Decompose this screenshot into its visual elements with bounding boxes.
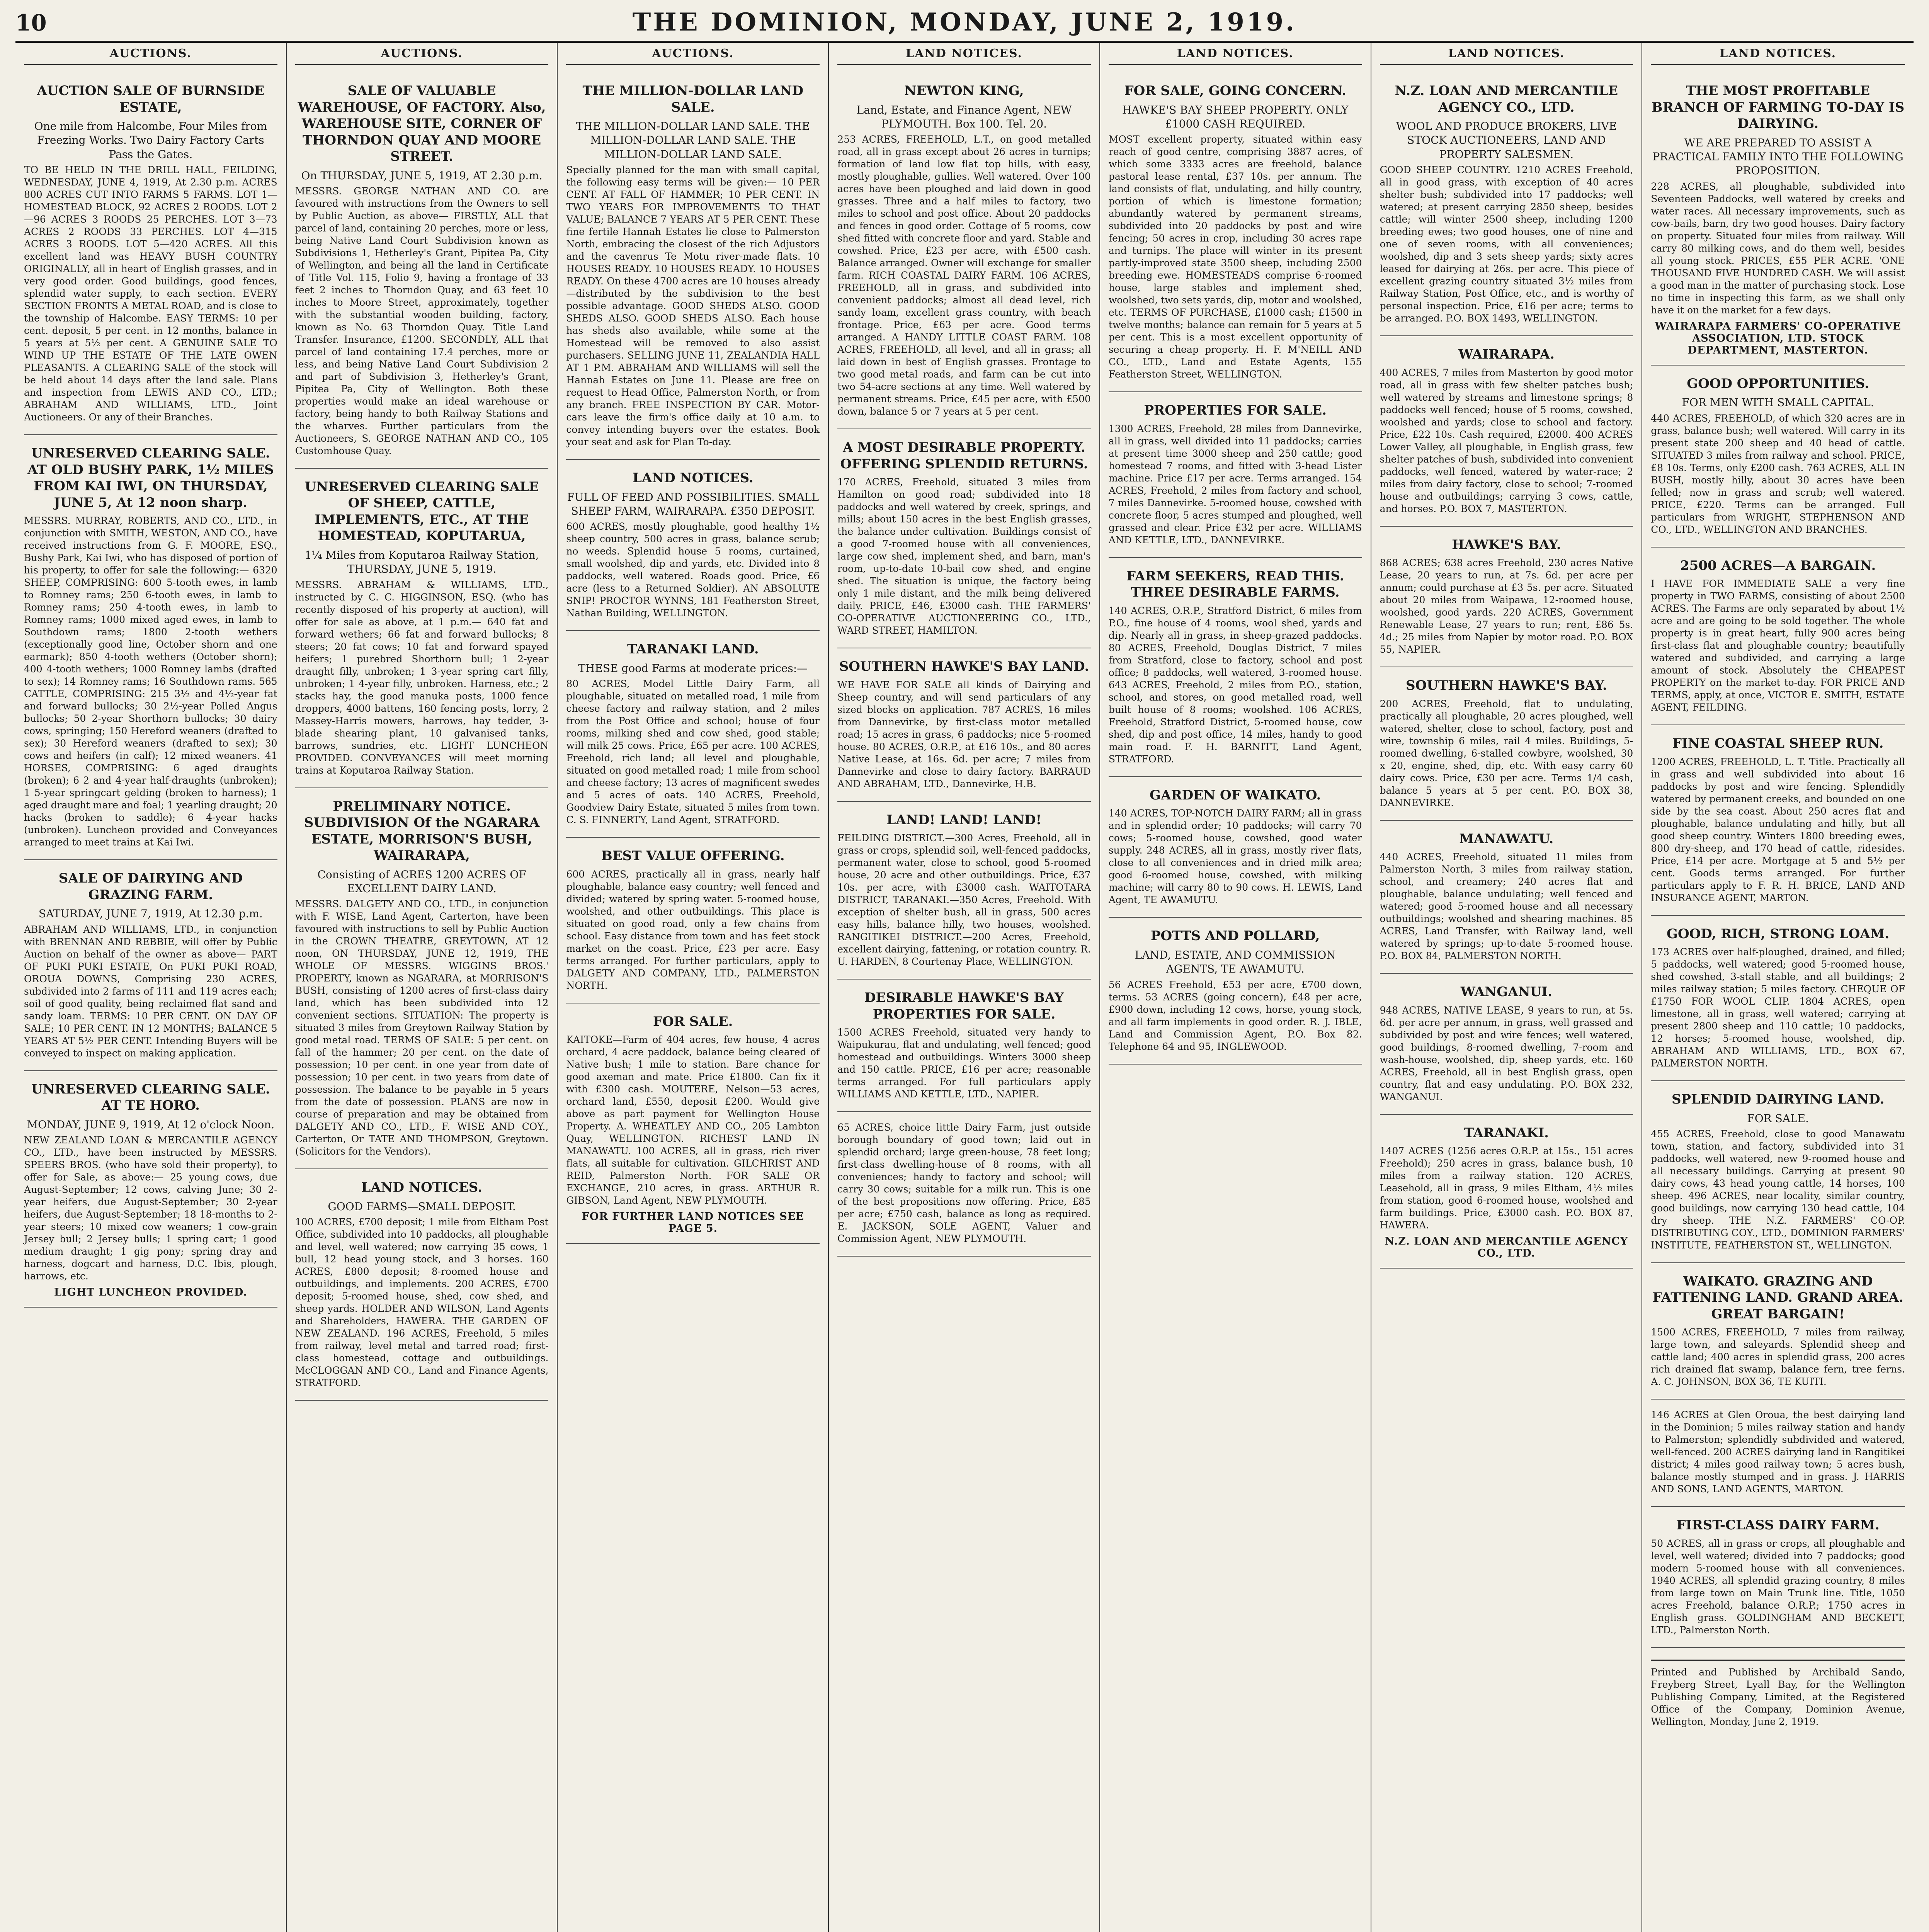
ad-title: A MOST DESIRABLE PROPERTY. OFFERING SPLENDID RETURNS. bbox=[840, 440, 1088, 472]
ad-title: UNRESERVED CLEARING SALE. AT TE HORO. bbox=[31, 1081, 270, 1114]
ad-title: DESIRABLE HAWKE'S BAY PROPERTIES FOR SALE. bbox=[864, 990, 1064, 1022]
advertisement bbox=[837, 73, 1091, 429]
ad-body: 440 ACRES, Freehold, situated 11 miles from Palmerston North, 3 miles from railway station, school, and creamery; 240 acres flat and ploughable, balance undulating; well fenced and watered; good 5-roomed house and all necessary outbuildings; woolshed and shearing machines. 85 ACRES, Land Transfer, with Railway land, well watered by springs; up-to-date 5-roomed house. P.O. BOX 84, PALMERSTON NORTH. bbox=[1380, 851, 1633, 962]
ad-title: UNRESERVED CLEARING SALE OF SHEEP, CATTLE, IMPLEMENTS, ETC., AT THE HOMESTEAD, KOPUTARUA, bbox=[304, 479, 539, 544]
ad-subtitle: GOOD FARMS—SMALL DEPOSIT. bbox=[328, 1200, 516, 1213]
column-header: AUCTIONS. bbox=[295, 47, 549, 65]
ad-title: GOOD OPPORTUNITIES. bbox=[1687, 376, 1869, 391]
masthead bbox=[15, 8, 1914, 43]
column-header: LAND NOTICES. bbox=[1651, 47, 1905, 65]
advertisement bbox=[1651, 1400, 1905, 1507]
advertisement bbox=[1651, 1263, 1905, 1400]
advertisement bbox=[837, 1112, 1091, 1257]
ad-body: 65 ACRES, choice little Dairy Farm, just outside borough boundary of good town; laid out in splendid orchard; large green-house, 78 feet long; first-class dwelling-house of 8 rooms, with all conveniences; handy to factory and school; will carry 30 cows; suitable for a milk run. This is one of the best propositions now offering. Price, £85 per acre; £750 cash, balance as long as required. E. JACKSON, SOLE AGENT, Valuer and Commission Agent, NEW PLYMOUTH. bbox=[837, 1122, 1091, 1245]
ad-title: SPLENDID DAIRYING LAND. bbox=[1671, 1092, 1885, 1107]
ad-body: 100 ACRES, £700 deposit; 1 mile from Eltham Post Office, subdivided into 10 paddocks, all ploughable and level, well watered; now carrying 35 cows, 1 bull, 12 head young stock, and 3 horses. 160 ACRES, £800 deposit; 8-roomed house and outbuildings, and implements. 200 ACRES, £700 deposit; 5-roomed house, shed, cow shed, and sheep yards. HOLDER AND WILSON, Land Agents and Shareholders, HAWERA. THE GARDEN OF NEW ZEALAND. 196 ACRES, Freehold, 5 miles from railway, level metal and tarred road; first-class homestead, cottage and outbuildings. McCLOGGAN AND CO., Land and Finance Agents, STRATFORD. bbox=[295, 1216, 549, 1389]
advertisement bbox=[1380, 527, 1633, 668]
ad-title: LAND NOTICES. bbox=[361, 1180, 482, 1196]
advertisement bbox=[1109, 777, 1362, 918]
ad-title: SALE OF DAIRYING AND GRAZING FARM. bbox=[58, 871, 243, 903]
advertisement bbox=[1380, 974, 1633, 1115]
ad-body: MESSRS. GEORGE NATHAN AND CO. are favoured with instructions from the Owners to sell by Public Auction, as above— FIRSTLY, ALL that parcel of land, containing 20 perches, more or less, being Native Land Court Subdivision known as Subdivisions 1, Hetherley's Grant, Pipitea Pa, City of Wellington, and being all the land in Certificate of Title Vol. 115, Folio 9, having a frontage of 33 feet 2 inches to Thorndon Quay, and 63 feet 10 inches to Moore Street, approximately, together with the substantial wooden building, factory, known as No. 63 Thorndon Quay. Title Land Transfer. Insurance, £1200. SECONDLY, ALL that parcel of land containing 17.4 perches, more or less, and being Native Land Court Subdivision 2 and part of Subdivision 3, Hetherley's Grant, Pipitea Pa, City of Wellington. Both these properties would make an ideal warehouse or factory, being handy to both Railway Stations and the wharves. Further particulars from the Auctioneers, S. GEORGE NATHAN AND CO., 105 Customhouse Quay. bbox=[295, 185, 549, 456]
ad-title: N.Z. LOAN AND MERCANTILE AGENCY CO., LTD. bbox=[1395, 83, 1618, 115]
ad-signature: WAIRARAPA FARMERS' CO-OPERATIVE ASSOCIATION, LTD. STOCK DEPARTMENT, MASTERTON. bbox=[1655, 320, 1901, 356]
ad-title: GARDEN OF WAIKATO. bbox=[1150, 787, 1321, 803]
ad-title: GOOD, RICH, STRONG LOAM. bbox=[1666, 926, 1890, 942]
ad-body: 440 ACRES, FREEHOLD, of which 320 acres are in grass, balance bush; well watered. Will carry in its present state 200 sheep and 40 head of cattle. SITUATED 3 miles from railway and school. PRICE, £8 10s. Terms, only £200 cash. 763 ACRES, ALL IN BUSH, mostly hilly, about 30 acres have been felled; now in grass and scrub; well watered. PRICE, £220. Terms can be arranged. Full particulars from WRIGHT, STEPHENSON AND CO., LTD., WELLINGTON AND BRANCHES. bbox=[1651, 412, 1905, 535]
ad-title: LAND NOTICES. bbox=[632, 470, 754, 486]
ad-subtitle: FOR SALE. bbox=[1747, 1112, 1809, 1125]
ad-signature: FOR FURTHER LAND NOTICES SEE PAGE 5. bbox=[582, 1211, 804, 1235]
ad-subtitle: FULL OF FEED AND POSSIBILITIES. SMALL SHEEP FARM, WAIRARAPA. £350 DEPOSIT. bbox=[567, 490, 819, 518]
imprint-footer: Printed and Published by Archibald Sando, Freyberg Street, Lyall Bay, for the Wellington Publishing Company, Limited, at the Registered Office of the Company, Dominion Avenue, Wellington, Monday, June 2, 1919. bbox=[1651, 1660, 1905, 1728]
ad-body: 140 ACRES, O.R.P., Stratford District, 6 miles from P.O., fine house of 4 rooms, wool shed, yards and dip. Nearly all in grass, in sheep-grazed paddocks. 80 ACRES, Freehold, Douglas District, 7 miles from Stratford, close to factory, school and post office; 8 paddocks, well watered, 3-roomed house. 643 ACRES, Freehold, 2 miles from P.O., station, school, and stores, on good metalled road, well built house of 8 rooms; woolshed. 106 ACRES, Freehold, Stratford District, 5-roomed house, cow shed, dip and post office, 14 miles, handy to good main road. F. H. BARNITT, Land Agent, STRATFORD. bbox=[1108, 605, 1362, 765]
column-6 bbox=[1371, 43, 1643, 1932]
advertisement bbox=[295, 1169, 549, 1401]
ad-body: GOOD SHEEP COUNTRY. 1210 ACRES Freehold, all in good grass, with exception of 40 acres shelter bush; subdivided into 17 paddocks; well watered; at present carrying 2850 sheep, besides cattle; will winter 2500 sheep, including 1200 breeding ewes; two good houses, one of nine and one of seven rooms, with all conveniences; woolshed, dip and 3 sets sheep yards; sixty acres leased for dairying at 26s. per acre. This piece of excellent grazing country situated 3½ miles from Railway Station, Post Office, etc., and is worthy of personal inspection. Price, £16 per acre; terms to be arranged. P.O. BOX 1493, WELLINGTON. bbox=[1380, 164, 1633, 324]
page-number: 10 bbox=[15, 10, 47, 36]
ad-title: POTTS AND POLLARD, bbox=[1150, 928, 1320, 944]
ad-subtitle: THE MILLION-DOLLAR LAND SALE. THE MILLION-DOLLAR LAND SALE. THE MILLION-DOLLAR LAND SALE. bbox=[576, 120, 810, 161]
ad-body: TO BE HELD IN THE DRILL HALL, FEILDING, WEDNESDAY, JUNE 4, 1919, At 2.30 p.m. ACRES 800 ACRES CUT INTO FARMS 5 FARMS. LOT 1—HOMESTEAD BLOCK, 92 ACRES 2 ROODS. LOT 2—96 ACRES 3 ROODS 25 PERCHES. LOT 3—73 ACRES 2 ROODS 33 PERCHES. LOT 4—315 ACRES 3 ROODS. LOT 5—420 ACRES. All this excellent land was HEAVY BUSH COUNTRY ORIGINALLY, all in heart of English grasses, and in very good order. Good buildings, good fences, splendid water supply, to each section. EVERY SECTION FRONTS A METAL ROAD, and is close to the township of Halcombe. EASY TERMS: 10 per cent. deposit, 5 per cent. in 12 months, balance in 5 years at 5½ per cent. A GENUINE SALE TO WIND UP THE ESTATE OF THE LATE OWEN PLEASANTS. A CLEARING SALE of the stock will be held about 14 days after the land sale. Plans and inspection from LEWIS AND CO., LTD.; ABRAHAM AND WILLIAMS, LTD., Joint Auctioneers. Or any of their Branches. bbox=[24, 164, 277, 423]
advertisement bbox=[24, 435, 277, 860]
ad-subtitle: On THURSDAY, JUNE 5, 1919, AT 2.30 p.m. bbox=[301, 169, 543, 182]
ad-body: 140 ACRES, TOP-NOTCH DAIRY FARM; all in grass and in splendid order; 10 paddocks; will carry 70 cows; 5-roomed house, cowshed, good water supply. 248 ACRES, all in grass, mostly river flats, close to all conveniences and in dried milk area; good 6-roomed house, cowshed, with milking machine; will carry 80 to 90 cows. H. LEWIS, Land Agent, TE AWAMUTU. bbox=[1108, 808, 1362, 906]
ad-signature: LIGHT LUNCHEON PROVIDED. bbox=[54, 1286, 247, 1298]
column-5 bbox=[1100, 43, 1371, 1932]
advertisement bbox=[24, 1071, 277, 1308]
column-1 bbox=[15, 43, 287, 1932]
advertisement bbox=[1380, 1115, 1633, 1269]
advertisement bbox=[1109, 392, 1362, 558]
ad-title: UNRESERVED CLEARING SALE. AT OLD BUSHY PARK, 1½ MILES FROM KAI IWI, ON THURSDAY, JUNE 5, At 12 noon sharp. bbox=[27, 446, 274, 510]
ad-body: 173 ACRES over half-ploughed, drained, and filled; 5 paddocks, well watered; good 5-roomed house, shed cowshed, 3-stall stable, and all buildings; 2 miles railway station; 5 miles factory. CHEQUE OF £1750 FOR WOOL CLIP. 1804 ACRES, open limestone, all in grass, well watered; carrying at present 2800 sheep and 110 cattle; 10 paddocks, 12 horses; 5-roomed house, woolshed, dip. ABRAHAM AND WILLIAMS, LTD., BOX 67, PALMERSTON NORTH. bbox=[1651, 946, 1905, 1069]
ad-body: 200 ACRES, Freehold, flat to undulating, practically all ploughable, 20 acres ploughed, well watered, shelter, close to school, factory, post and wire, township 6 miles, rail 4 miles. Buildings, 5-roomed dwelling, 6-stalled cowbyre, woolshed, 30 x 20, engine, shed, dip, etc. With easy carry 60 dairy cows. Price, £30 per acre. Terms 1/4 cash, balance 5 years at 5 per cent. P.O. BOX 38, DANNEVIRKE. bbox=[1380, 698, 1633, 808]
column-7 bbox=[1642, 43, 1914, 1932]
advertisement bbox=[1651, 548, 1905, 726]
ad-body: 400 ACRES, 7 miles from Masterton by good motor road, all in grass with few shelter patches bush; well watered by streams and limestone springs; 8 paddocks well fenced; house of 5 rooms, cowshed, woolshed and yards; close to school and factory. Price, £22 10s. Cash required, £2000. 400 ACRES Lower Valley, all ploughable, in English grass, few shelter patches of bush, subdivided into convenient paddocks, well fenced, watered by water-race; 2 miles from dairy factory, close to school; 7-roomed house and outbuildings; carrying 3 cows, cattle, and horses. P.O. BOX 7, MASTERTON. bbox=[1380, 367, 1633, 514]
ad-body: 1300 ACRES, Freehold, 28 miles from Dannevirke, all in grass, well divided into 11 paddocks; carries at present time 3000 sheep and 250 cattle; good homestead 7 rooms, and fitted with 3-head Lister machine. Price £17 per acre. Terms arranged. 154 ACRES, Freehold, 2 miles from factory and school, 7 miles Dannevirke. 5-roomed house, cowshed with concrete floor, 5 acres stumped and ploughed, well grassed and clear. Price £32 per acre. WILLIAMS AND KETTLE, LTD., DANNEVIRKE. bbox=[1108, 423, 1362, 546]
advertisement bbox=[1651, 916, 1905, 1082]
ad-body: 146 ACRES at Glen Oroua, the best dairying land in the Dominion; 5 miles railway station and handy to Palmerston; splendidly subdivided and watered, well-fenced. 200 ACRES dairying land in Rangitikei district; 4 miles good railway town; 5 acres bush, balance mostly stumped and in grass. J. HARRIS AND SONS, LAND AGENTS, MARTON. bbox=[1651, 1409, 1905, 1495]
ad-body: MESSRS. ABRAHAM & WILLIAMS, LTD., instructed by C. C. HIGGINSON, ESQ. (who has recently disposed of his property at auction), will offer for sale as above, at 1 p.m.— 640 fat and forward wethers; 66 fat and forward bullocks; 8 steers; 20 fat cows; 10 fat and forward spayed heifers; 1 purebred Shorthorn bull; 1 2-year draught filly, unbroken; 1 3-year spring cart filly, unbroken; 1 4-year filly, unbroken. Harness, etc.; 2 stacks hay, the good manuka posts, 1000 fence droppers, 4000 battens, 160 fencing posts, lorry, 2 Massey-Harris mowers, harrows, hay tedder, 3-blade shearing plant, 10 galvanised tanks, barrows, sundries, etc. LIGHT LUNCHEON PROVIDED. CONVEYANCES will meet morning trains at Koputaroa Railway Station. bbox=[295, 579, 549, 776]
ad-body: 1500 ACRES, FREEHOLD, 7 miles from railway, large town, and saleyards. Splendid sheep and cattle land; 400 acres in splendid grass, 200 acres rich drained flat swamp, balance fern, tree ferns. A. C. JOHNSON, BOX 36, TE KUITI. bbox=[1651, 1327, 1905, 1388]
ad-subtitle: WOOL AND PRODUCE BROKERS, LIVE STOCK AUCTIONEERS, LAND AND PROPERTY SALESMEN. bbox=[1396, 120, 1617, 161]
ad-title: BEST VALUE OFFERING. bbox=[601, 848, 785, 864]
advertisement bbox=[566, 1003, 820, 1244]
ad-title: MANAWATU. bbox=[1459, 831, 1554, 847]
column-header: LAND NOTICES. bbox=[837, 47, 1091, 65]
ad-subtitle: LAND, ESTATE, AND COMMISSION AGENTS, TE AWAMUTU. bbox=[1135, 948, 1336, 976]
ad-title: TARANAKI. bbox=[1464, 1125, 1549, 1141]
advertisement bbox=[1380, 336, 1633, 527]
advertisement bbox=[295, 788, 549, 1170]
ad-body: 80 ACRES, Model Little Dairy Farm, all ploughable, situated on metalled road, 1 mile from cheese factory and railway station, and 2 miles from the Post Office and school; house of four rooms, milking shed and cow shed, good stable; will milk 25 cows. Price, £65 per acre. 100 ACRES, Freehold, rich land; all level and ploughable, situated on good metalled road; 1 mile from school and cheese factory; 13 acres of magnificent swedes and 5 acres of oats. 140 ACRES, Freehold, Goodview Dairy Estate, situated 5 miles from town. C. S. FINNERTY, Land Agent, STRATFORD. bbox=[566, 678, 820, 826]
ad-title: FIRST-CLASS DAIRY FARM. bbox=[1676, 1517, 1880, 1533]
advertisement bbox=[1109, 918, 1362, 1064]
ad-title: WANGANUI. bbox=[1460, 984, 1553, 1000]
column-header: AUCTIONS. bbox=[566, 47, 820, 65]
ad-subtitle: THESE good Farms at moderate prices:— bbox=[578, 662, 808, 675]
ad-subtitle: Land, Estate, and Finance Agent, NEW PLYMOUTH. Box 100. Tel. 20. bbox=[856, 103, 1072, 130]
ad-body: MESSRS. DALGETY AND CO., LTD., in conjunction with F. WISE, Land Agent, Carterton, have been favoured with instructions to sell by Public Auction in the CROWN THEATRE, GREYTOWN, AT 12 noon, ON THURSDAY, JUNE 12, 1919, THE WHOLE OF MESSRS. WIGGINS BROS.' PROPERTY, known as NGARARA, at MORRISON'S BUSH, consisting of 1200 acres of first-class dairy land, which has been subdivided into 12 convenient sections. SITUATION: The property is situated 3 miles from Greytown Railway Station by good metal road. TERMS OF SALE: 5 per cent. on fall of the hammer; 20 per cent. on the date of possession; 10 per cent. in one year from date of possession; 10 per cent. in two years from date of possession. The balance to be payable in 5 years from the date of possession. PLANS are now in course of preparation and may be obtained from DALGETY AND CO., LTD., F. WISE AND COY., Carterton, Or TATE AND THOMPSON, Greytown. (Solicitors for the Vendors). bbox=[295, 898, 549, 1157]
column-2 bbox=[287, 43, 558, 1932]
advertisement bbox=[837, 429, 1091, 648]
advertisement bbox=[24, 860, 277, 1071]
advertisement bbox=[1651, 73, 1905, 366]
ad-body: 1500 ACRES Freehold, situated very handy to Waipukurau, flat and undulating, well fenced; good homestead and outbuildings. Winters 3000 sheep and 150 cattle. PRICE, £16 per acre; reasonable terms arranged. For full particulars apply WILLIAMS AND KETTLE, LTD., NAPIER. bbox=[837, 1027, 1091, 1100]
ad-body: 253 ACRES, FREEHOLD, L.T., on good metalled road, all in grass except about 26 acres in turnips; formation of land low flat top hills, with easy, mostly ploughable, gullies. Well watered. Over 100 acres have been ploughed and laid down in good grasses. Three and a half miles to factory, two miles to school and post office. About 20 paddocks and fences in good order. Cottage of 5 rooms, cow shed fitted with concrete floor and yard. Stable and cowshed. Price, £23 per acre, with £500 cash. Balance arranged. Owner will exchange for smaller farm. RICH COASTAL DAIRY FARM. 106 ACRES, FREEHOLD, all in grass, and subdivided into convenient paddocks; almost all dead level, rich sandy loam, excellent grass country, with beach frontage. Price, £63 per acre. Good terms arranged. A HANDY LITTLE COAST FARM. 108 ACRES, FREEHOLD, all level, and all in grass; all laid down in best of English grasses. Frontage to two good metal roads, and farm can be cut into two 54-acre sections at any time. Well watered by permanent streams. Price, £45 per acre, with £500 down, balance 5 or 7 years at 5 per cent. bbox=[837, 134, 1091, 417]
ad-title: 2500 ACRES—A BARGAIN. bbox=[1680, 558, 1876, 573]
advertisement bbox=[1380, 821, 1633, 974]
ad-title: THE MOST PROFITABLE BRANCH OF FARMING TO-DAY IS DAIRYING. bbox=[1651, 83, 1905, 131]
ad-title: FOR SALE, GOING CONCERN. bbox=[1124, 83, 1346, 99]
ad-title: FARM SEEKERS, READ THIS. THREE DESIRABLE FARMS. bbox=[1126, 568, 1344, 600]
ad-body: 56 ACRES Freehold, £53 per acre, £700 down, terms. 53 ACRES (going concern), £48 per acre, £900 down, including 12 cows, horse, young stock, and all farm implements in good order. R. J. IBLE, Land and Commission Agent, P.O. Box 82. Telephone 64 and 95, INGLEWOOD. bbox=[1108, 979, 1362, 1052]
ad-subtitle: One mile from Halcombe, Four Miles from Freezing Works. Two Dairy Factory Carts Pass the Gates. bbox=[34, 120, 267, 161]
ad-title: THE MILLION-DOLLAR LAND SALE. bbox=[582, 83, 804, 115]
ad-body: 600 ACRES, mostly ploughable, good healthy 1½ sheep country, 500 acres in grass, balance scrub; no weeds. Splendid house 5 rooms, curtained, small woolshed, dip and yards, etc. Divided into 8 paddocks, well watered. Roads good. Price, £6 acre (less to a Returned Soldier). AN ABSOLUTE SNIP! PROCTOR WYNNS, 181 Featherston Street, Nathan Building, WELLINGTON. bbox=[566, 521, 820, 619]
ad-title: HAWKE'S BAY. bbox=[1452, 537, 1561, 553]
ad-signature: N.Z. LOAN AND MERCANTILE AGENCY CO., LTD. bbox=[1385, 1235, 1628, 1260]
advertisement bbox=[566, 838, 820, 1003]
column-4 bbox=[829, 43, 1100, 1932]
advertisement bbox=[1109, 73, 1362, 392]
ad-title: TARANAKI LAND. bbox=[627, 641, 759, 657]
advertisement bbox=[837, 648, 1091, 802]
column-header: LAND NOTICES. bbox=[1109, 47, 1362, 65]
ad-body: 868 ACRES; 638 acres Freehold, 230 acres Native Lease, 20 years to run, at 7s. 6d. per acre per annum; could purchase at £3 5s. per acre. Situated about 20 miles from Waipawa, 12-roomed house, woolshed, good yards. 220 ACRES, Government Renewable Lease, 27 years to run; rent, £86 5s. 4d.; 25 miles from Napier by motor road. P.O. BOX 55, NAPIER. bbox=[1380, 557, 1633, 655]
newspaper-title: THE DOMINION, MONDAY, JUNE 2, 1919. bbox=[632, 8, 1297, 37]
column-header: LAND NOTICES. bbox=[1380, 47, 1633, 65]
ad-body: I HAVE FOR IMMEDIATE SALE a very fine property in TWO FARMS, consisting of about 2500 ACRES. The Farms are only separated by about 1½ acre and are going to be sold together. The whole property is in great heart, fully 900 acres being first-class flat and ploughable country; beautifully watered and subdivided, and carrying a large amount of stock. Absolutely the CHEAPEST PROPERTY on the market to-day. FOR PRICE AND TERMS, apply, at once, VICTOR E. SMITH, ESTATE AGENT, FEILDING. bbox=[1651, 578, 1905, 713]
ad-title: PROPERTIES FOR SALE. bbox=[1144, 403, 1327, 418]
ad-title: WAIKATO. GRAZING AND FATTENING LAND. GRAND AREA. GREAT BARGAIN! bbox=[1652, 1273, 1903, 1322]
ad-subtitle: Consisting of ACRES 1200 ACRES OF EXCELLENT DAIRY LAND. bbox=[317, 868, 526, 895]
ad-body: WE HAVE FOR SALE all kinds of Dairying and Sheep country, and will send particulars of any sized blocks on application. 787 ACRES, 16 miles from Dannevirke, by first-class motor metalled road; 15 acres in grass, 6 paddocks; nice 5-roomed house. 80 ACRES, O.R.P., at £16 10s., and 80 acres Native Lease, at 16s. 6d. per acre; 7 miles from Dannevirke and close to dairy factory. BARRAUD AND ABRAHAM, LTD., Dannevirke, H.B. bbox=[837, 679, 1091, 789]
ad-body: 228 ACRES, all ploughable, subdivided into Seventeen Paddocks, well watered by creeks and water races. All necessary improvements, such as cow-bails, barn, dry two good houses. Dairy factory on property. Situated four miles from railway. Will carry 80 milking cows, and do them well, besides all young stock. PRICES, £55 PER ACRE. 'ONE THOUSAND FIVE HUNDRED CASH. We will assist a good man in the matter of purchasing stock. Lose no time in inspecting this farm, as we shall only have it on the market for a few days. bbox=[1651, 180, 1905, 316]
ad-body: Specially planned for the man with small capital, the following easy terms will be given:— 10 PER CENT. AT FALL OF HAMMER; 10 PER CENT. IN TWO YEARS FOR IMPROVEMENTS TO THAT VALUE; BALANCE 7 YEARS AT 5 PER CENT. These fine fertile Hannah Estates lie close to Palmerston North, embracing the closest of the rich Adjustors and the cavenrus Te Motu river-made flats. 10 HOUSES READY. 10 HOUSES READY. 10 HOUSES READY. On these 4700 acres are 10 houses already—distributed by the subdivision to the best possible advantage. GOOD SHEDS ALSO. GOOD SHEDS ALSO. GOOD SHEDS ALSO. Each house has sheds also available, while some at the Homestead will be removed to also assist purchasers. SELLING JUNE 11, ZEALANDIA HALL AT 1 P.M. ABRAHAM AND WILLIAMS will sell the Hannah Estates on June 11. Please are free on request to Head Office, Palmerston North, or from any branch. FREE INSPECTION BY CAR. Motor-cars leave the firm's office daily at 10 a.m. to convey intending buyers over the estates. Book your seat and ask for Plan To-day. bbox=[566, 164, 820, 448]
advertisement bbox=[566, 631, 820, 838]
advertisement bbox=[1651, 725, 1905, 916]
columns-container bbox=[15, 43, 1914, 1932]
advertisement bbox=[295, 469, 549, 788]
ad-title: SOUTHERN HAWKE'S BAY. bbox=[1406, 678, 1607, 694]
ad-title: AUCTION SALE OF BURNSIDE ESTATE, bbox=[37, 83, 265, 115]
ad-body: 455 ACRES, Freehold, close to good Manawatu town, station, and factory, subdivided into 31 paddocks, well watered, new 9-roomed house and all necessary buildings. Carrying at present 90 dairy cows, 43 head young cattle, 14 horses, 100 sheep. 496 ACRES, near locality, similar country, good buildings, now carrying 130 head cattle, 104 dry sheep. THE N.Z. FARMERS' CO-OP. DISTRIBUTING COY., LTD., DOMINION FARMERS' INSTITUTE, FEATHERSTON ST., WELLINGTON. bbox=[1651, 1128, 1905, 1251]
ad-title: PRELIMINARY NOTICE. SUBDIVISION Of the NGARARA ESTATE, MORRISON'S BUSH, WAIRARAPA, bbox=[304, 798, 540, 864]
ad-body: 170 ACRES, Freehold, situated 3 miles from Hamilton on good road; subdivided into 18 paddocks and well watered by creek, springs, and mills; about 150 acres in the best English grasses, the balance under cultivation. Buildings consist of a good 7-roomed house with all conveniences, large cow shed, implement shed, and barn, man's room, up-to-date 10-bail cow shed, and engine shed. The situation is unique, the factory being only 1 mile distant, and the milk being delivered daily. PRICE, £46, £3000 cash. THE FARMERS' CO-OPERATIVE AUCTIONEERING CO., LTD., WARD STREET, HAMILTON. bbox=[837, 476, 1091, 636]
ad-body: 1407 ACRES (1256 acres O.R.P. at 15s., 151 acres Freehold); 250 acres in grass, balance bush, 10 miles from a railway station. 120 ACRES, Leasehold, all in grass, 9 miles Eltham, 4½ miles from station, good 6-roomed house, woolshed and farm buildings. Price, £3000 cash. P.O. BOX 87, HAWERA. bbox=[1380, 1145, 1633, 1231]
advertisement bbox=[1651, 366, 1905, 548]
ad-body: MESSRS. MURRAY, ROBERTS, AND CO., LTD., in conjunction with SMITH, WESTON, AND CO., have received instructions from G. F. MOORE, ESQ., Bushy Park, Kai Iwi, who has disposed of portion of his property, to offer for sale the following:— 6320 SHEEP, COMPRISING: 600 5-tooth ewes, in lamb to Romney rams; 250 6-tooth ewes, in lamb to Romney rams; 250 4-tooth ewes, in lamb to Romney rams; 1000 mixed aged ewes, in lamb to Southdown rams; 1800 2-tooth wethers (exceptionally good line, October shorn and one earmark); 850 4-tooth wethers (October shorn); 400 4-tooth wethers; 1000 Romney lambs (drafted to sex); 14 Romney rams; 16 Southdown rams. 565 CATTLE, COMPRISING: 215 3½ and 4½-year fat and forward bullocks; 30 2½-year Polled Angus bullocks; 50 2-year Shorthorn bullocks; 30 dairy cows, springing; 150 Hereford weaners (drafted to sex); 30 Hereford weaners (drafted to sex); 30 cows and heifers (in calf); 12 mixed weaners. 41 HORSES, COMPRISING: 6 aged draughts (broken); 6 2 and 4-year half-draughts (unbroken); 1 5-year springcart gelding (broken to harness); 1 aged draught mare and foal; 1 yearling draught; 20 hacks (broken to saddle); 6 4-year hacks (unbroken). Luncheon provided and Conveyances arranged to meet trains at Kai Iwi. bbox=[24, 515, 277, 848]
ad-subtitle: FOR MEN WITH SMALL CAPITAL. bbox=[1682, 396, 1874, 409]
ad-subtitle: WE ARE PREPARED TO ASSIST A PRACTICAL FAMILY INTO THE FOLLOWING PROPOSITION. bbox=[1652, 136, 1903, 177]
column-3 bbox=[558, 43, 829, 1932]
ad-title: SALE OF VALUABLE WAREHOUSE, OF FACTORY. Also, WAREHOUSE SITE, CORNER OF THORNDON QUAY AND MOORE STREET. bbox=[298, 83, 546, 164]
ad-subtitle: 1¼ Miles from Koputaroa Railway Station, THURSDAY, JUNE 5, 1919. bbox=[304, 548, 539, 576]
ad-title: WAIRARAPA. bbox=[1458, 347, 1555, 362]
advertisement bbox=[566, 460, 820, 631]
ad-subtitle: SATURDAY, JUNE 7, 1919, At 12.30 p.m. bbox=[38, 907, 263, 920]
ad-title: FOR SALE. bbox=[653, 1014, 733, 1029]
advertisement bbox=[24, 73, 277, 435]
ad-body: 1200 ACRES, FREEHOLD, L. T. Title. Practically all in grass and well subdivided into about 16 paddocks by post and wire fencing. Splendidly watered by permanent creeks, and bounded on one side by the sea coast. About 250 acres flat and ploughable, balance undulating and hilly, but all good sheep country. Winters 1800 breeding ewes, 800 dry-sheep, and 170 head of cattle, ridesides. Price, £14 per acre. Mortgage at 5 and 5½ per cent. Goods terms arranged. For further particulars apply to F. R. H. BRICE, LAND AND INSURANCE AGENT, MARTON. bbox=[1651, 756, 1905, 903]
ad-body: 600 ACRES, practically all in grass, nearly half ploughable, balance easy country; well fenced and divided; watered by spring water. 5-roomed house, woolshed, and other outbuildings. This place is situated on good road, only a few chains from school. Easy distance from town and has feet stock market on the coast. Price, £23 per acre. Easy terms arranged. For further particulars, apply to DALGETY AND COMPANY, LTD., PALMERSTON NORTH. bbox=[566, 868, 820, 991]
ad-subtitle: HAWKE'S BAY SHEEP PROPERTY. ONLY £1000 CASH REQUIRED. bbox=[1122, 103, 1349, 130]
advertisement bbox=[295, 73, 549, 469]
ad-title: NEWTON KING, bbox=[904, 83, 1024, 99]
ad-body: FEILDING DISTRICT.—300 Acres, Freehold, all in grass or crops, splendid soil, well-fenced paddocks, permanent water, close to school, good 5-roomed house, 20 acre and other outbuildings. Price, £37 10s. per acre, with £3000 cash. WAITOTARA DISTRICT, TARANAKI.—350 Acres, Freehold. With exception of shelter bush, all in grass, 500 acres easy hills, balance hilly, two houses, woolshed. RANGITIKEI DISTRICT.—200 Acres, Freehold, excellent dairying, fattening, or rotation country. R. U. HARDEN, 8 Courtenay Place, WELLINGTON. bbox=[837, 832, 1091, 968]
advertisement bbox=[1380, 667, 1633, 821]
ad-body: ABRAHAM AND WILLIAMS, LTD., in conjunction with BRENNAN AND REBBIE, will offer by Public Auction on behalf of the owner as above— PART OF PUKI PUKI ESTATE, On PUKI PUKI ROAD, OROUA DOWNS, Comprising 230 ACRES, subdivided into 2 farms of 111 and 119 acres each; soil of good quality, being reclaimed flat sand and sandy loam. TERMS: 10 PER CENT. ON DAY OF SALE; 10 PER CENT. IN 12 MONTHS; BALANCE 5 YEARS AT 5½ PER CENT. Intending Buyers will be conveyed to inspect on making application. bbox=[24, 923, 277, 1059]
advertisement bbox=[1651, 1507, 1905, 1648]
advertisement bbox=[1380, 73, 1633, 336]
ad-body: NEW ZEALAND LOAN & MERCANTILE AGENCY CO., LTD., have been instructed by MESSRS. SPEERS BROS. (who have sold their property), to offer for Sale, as above:— 25 young cows, due August-September; 12 cows, calving June; 30 2-year heifers, due August-September; 30 2-year heifers, due August-September; 18 18-months to 2-year steers; 10 mixed cow weaners; 1 cow-grain Jersey bull; 2 Jersey bulls; 1 spring cart; 1 good medium draught; 1 gig pony; spring dray and harness, dogcart and harness, D.C. Ibis, plough, harrows, etc. bbox=[24, 1134, 277, 1282]
ad-body: KAITOKE—Farm of 404 acres, few house, 4 acres orchard, 4 acre paddock, balance being cleared of Native bush; 1 mile to station. Bare chance for good axeman and mate. Price £1800. Can fix it with £300 cash. MOUTERE, Nelson—53 acres, orchard land, £550, deposit £200. Would give above as part payment for Wellington House Property. A. WHEATLEY AND CO., 205 Lambton Quay, WELLINGTON. RICHEST LAND IN MANAWATU. 100 ACRES, all in grass, rich river flats, all suitable for cultivation. GILCHRIST AND REID, Palmerston North. FOR SALE OR EXCHANGE, 210 acres, in grass. ARTHUR R. GIBSON, Land Agent, NEW PLYMOUTH. bbox=[566, 1034, 820, 1206]
column-header: AUCTIONS. bbox=[24, 47, 277, 65]
ad-title: LAND! LAND! LAND! bbox=[886, 812, 1042, 828]
advertisement bbox=[837, 980, 1091, 1112]
ad-body: 948 ACRES, NATIVE LEASE, 9 years to run, at 5s. 6d. per acre per annum, in grass, well grassed and subdivided by post and wire fences; well watered, good buildings, 8-roomed dwelling, 7-room and wash-house, woolshed, dip, sheep yards, etc. 160 ACRES, Freehold, all in best English grass, open country, flat and easy undulating. P.O. BOX 232, WANGANUI. bbox=[1380, 1004, 1633, 1102]
ad-body: 50 ACRES, all in grass or crops, all ploughable and level, well watered; divided into 7 paddocks; good modern 5-roomed house with all conveniences. 1940 ACRES, all splendid grazing country, 8 miles from large town on Main Trunk line. Title, 1050 acres Freehold, balance O.R.P.; 1750 acres in English grass. GOLDINGHAM AND BECKETT, LTD., Palmerston North. bbox=[1651, 1537, 1905, 1636]
advertisement bbox=[1651, 1081, 1905, 1263]
ad-subtitle: MONDAY, JUNE 9, 1919, At 12 o'clock Noon. bbox=[27, 1118, 275, 1131]
ad-title: SOUTHERN HAWKE'S BAY LAND. bbox=[839, 659, 1089, 675]
ad-body: MOST excellent property, situated within easy reach of good centre, comprising 3887 acres, of which some 3333 acres are freehold, balance pastoral lease rental, £37 10s. per annum. The land consists of flat, undulating, and hilly country, portion of which is limestone formation; abundantly watered by permanent streams, subdivided into 20 paddocks by post and wire fencing; 50 acres in crop, including 30 acres rape and turnips. The place will winter in its present partly-improved state 3500 sheep, including 2500 breeding ewe. HOMESTEADS comprise 6-roomed house, large stables and implement shed, woolshed, two sets yards, dip, motor and woolshed, etc. TERMS OF PURCHASE, £1000 cash; £1500 in twelve months; balance can remain for 5 years at 5 per cent. This is a most excellent opportunity of securing a cheap property. H. F. M'NEILL AND CO., LTD., Land and Estate Agents, 155 Featherston Street, WELLINGTON. bbox=[1108, 134, 1362, 380]
advertisement bbox=[1109, 558, 1362, 777]
ad-title: FINE COASTAL SHEEP RUN. bbox=[1672, 736, 1884, 752]
advertisement bbox=[837, 802, 1091, 980]
advertisement bbox=[566, 73, 820, 460]
